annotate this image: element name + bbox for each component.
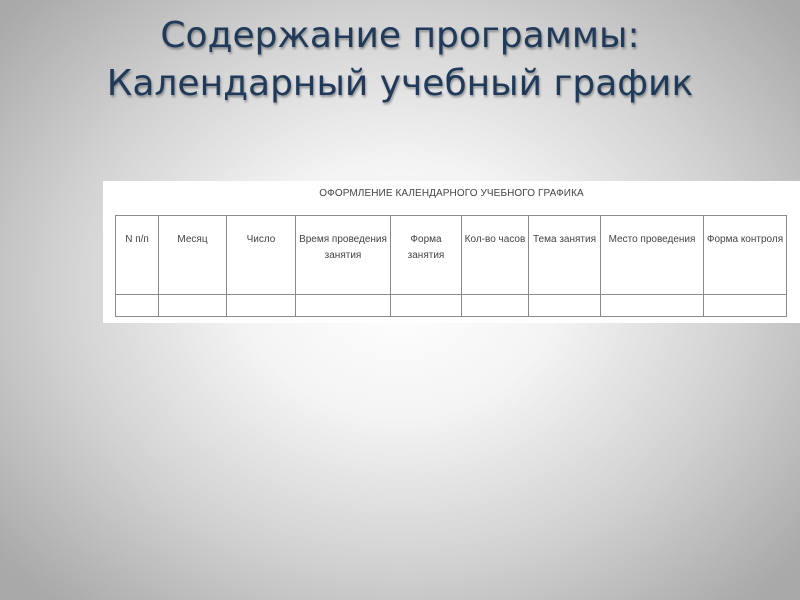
table-cell: [529, 295, 601, 317]
column-header-time: Время проведения занятия: [296, 216, 391, 295]
table-cell: [601, 295, 704, 317]
schedule-table: [115, 215, 787, 317]
column-header-month: Месяц: [159, 216, 227, 295]
table-cell: [296, 295, 391, 317]
column-header-lesson-form: Форма занятия: [391, 216, 462, 295]
column-header-topic: Тема занятия: [529, 216, 601, 295]
column-header-control-form: Форма контроля: [704, 216, 787, 295]
slide-title: [0, 12, 800, 108]
table-cell: [462, 295, 529, 317]
document-heading: ОФОРМЛЕНИЕ КАЛЕНДАРНОГО УЧЕБНОГО ГРАФИКА: [319, 188, 584, 199]
document-image: [103, 181, 800, 323]
table-row: [116, 295, 787, 317]
table-cell: [159, 295, 227, 317]
slide-title-line-2: Календарный учебный график: [106, 63, 694, 104]
column-header-hours: Кол-во часов: [462, 216, 529, 295]
table-cell: [391, 295, 462, 317]
column-header-number: N п/п: [116, 216, 159, 295]
column-header-location: Место проведения: [601, 216, 704, 295]
column-header-date: Число: [227, 216, 296, 295]
table-cell: [704, 295, 787, 317]
table-header-row: [116, 216, 787, 295]
table-cell: [116, 295, 159, 317]
slide-title-line-1: Содержание программы:: [160, 15, 640, 56]
table-cell: [227, 295, 296, 317]
